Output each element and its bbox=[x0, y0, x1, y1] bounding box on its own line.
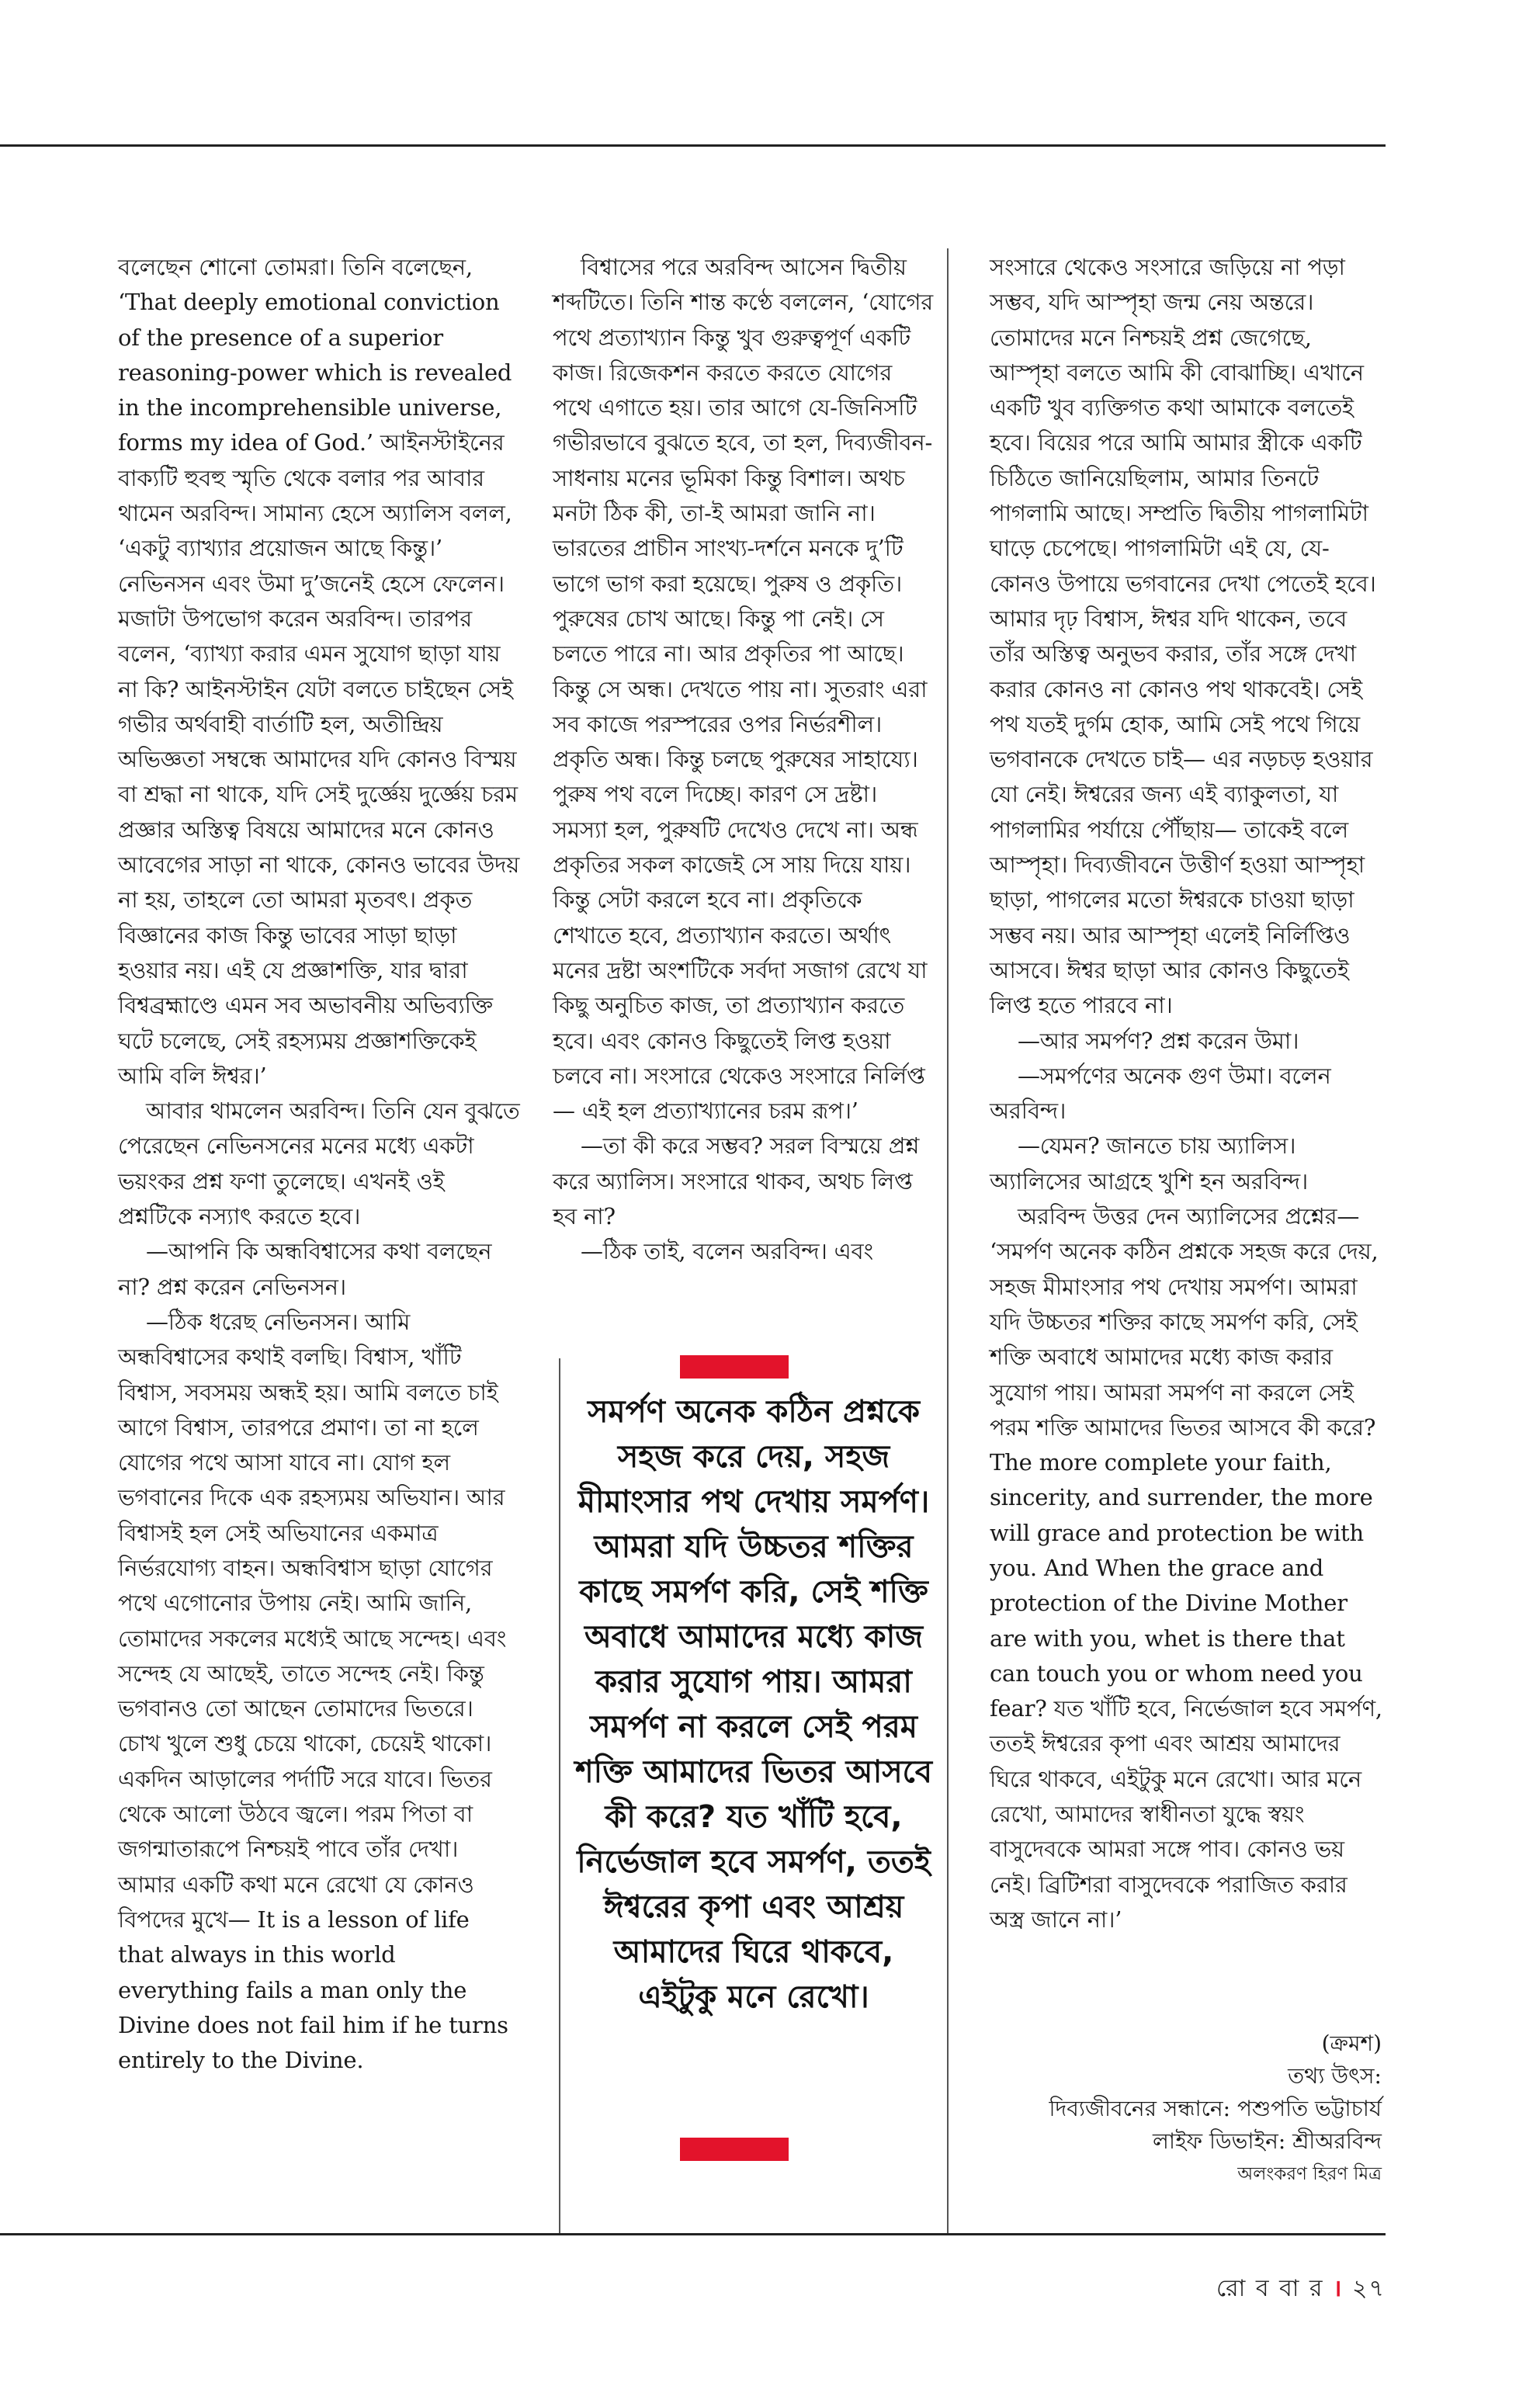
page-footer bbox=[1211, 2270, 1386, 2309]
paragraph: সংসারে থেকেও সংসারে জড়িয়ে না পড়া সম্ভব, যদি আস্পৃহা জন্ম নেয় অন্তরে। তোমাদের মনে নিশ্চয়ই প্রশ্ন জেগেছে, আস্পৃহা বলতে আমি কী বোঝাচ্ছি। এখানে একটি খুব ব্যক্তিগত কথা আমাকে বলতেই হবে। বিয়ের পরে আমি আমার স্ত্রীকে একটি চিঠিতে জানিয়েছিলাম, আমার তিনটে পাগলামি আছে। সম্প্রতি দ্বিতীয় পাগলামিটা ঘাড়ে চেপেছে। পাগলামিটা এই যে, যে-কোনও উপায়ে ভগবানের দেখা পেতেই হবে। আমার দৃঢ় বিশ্বাস, ঈশ্বর যদি থাকেন, তবে তাঁর অস্তিত্ব অনুভব করার, তাঁর সঙ্গে দেখা করার কোনও না কোনও পথ থাকবেই। সেই পথ যতই দুর্গম হোক, আমি সেই পথে গিয়ে ভগবানকে দেখতে চাই— এর নড়চড় হওয়ার যো নেই। ঈশ্বরের জন্য এই ব্যাকুলতা, যা পাগলামির পর্যায়ে পৌঁছায়— তাকেই বলে আস্পৃহা। দিব্যজীবনে উত্তীর্ণ হওয়া আস্পৃহা ছাড়া, পাগলের মতো ঈশ্বরকে চাওয়া ছাড়া সম্ভব নয়। আর আস্পৃহা এলেই নির্লিপ্তিও আসবে। ঈশ্বর ছাড়া আর কোনও কিছুতেই লিপ্ত হতে পারবে না। bbox=[990, 254, 1376, 1019]
footer-separator: । bbox=[1333, 2275, 1344, 2302]
continued-label: (ক্রমশ) bbox=[1321, 2031, 1382, 2056]
column-divider bbox=[559, 1358, 560, 2234]
paragraph: —আপনি কি অন্ধবিশ্বাসের কথা বলছেন না? প্রশ্ন করেন নেভিনসন। bbox=[118, 1238, 492, 1300]
pullquote-bottom-bar bbox=[680, 2138, 789, 2161]
source-entry: দিব্যজীবনের সন্ধানে: পশুপতি ভট্টাচার্য bbox=[1049, 2096, 1382, 2121]
illustration-credit: অলংকরণ হিরণ মিত্র bbox=[1237, 2164, 1382, 2184]
top-rule bbox=[0, 144, 1386, 147]
pullquote: সমর্পণ অনেক কঠিন প্রশ্নকে সহজ করে দেয়, সহজ মীমাংসার পথ দেখায় সমর্পণ। আমরা যদি উচ্চতর শক্তির কাছে সমর্পণ করি, সেই শক্তি অবাধে আমাদের মধ্যে কাজ করার সুযোগ পায়। আমরা সমর্পণ না করলে সেই পরম শক্তি আমাদের ভিতর আসবে কী করে? যত খাঁটি হবে, নির্ভেজাল হবে সমর্পণ, ততই ঈশ্বরের কৃপা এবং আশ্রয় আমাদের ঘিরে থাকবে, এইটুকু মনে রেখো। bbox=[575, 1394, 932, 2015]
credits bbox=[970, 2027, 1382, 2190]
bottom-rule bbox=[0, 2233, 1386, 2235]
paragraph: —সমর্পণের অনেক গুণ উমা। বলেন অরবিন্দ। bbox=[990, 1062, 1331, 1125]
paragraph: —আর সমর্পণ? প্রশ্ন করেন উমা। bbox=[1018, 1027, 1299, 1054]
source-label: তথ্য উৎস: bbox=[1288, 2063, 1382, 2089]
paragraph: —ঠিক তাই, বলেন অরবিন্দ। এবং bbox=[581, 1238, 873, 1265]
paragraph: বলেছেন শোনো তোমরা। তিনি বলেছেন, ‘That deeply emotional conviction of the presence of a superior reasoning-power which is revealed in the incomprehensible universe, forms my idea of God.’ আইনস্টাইনের বাক্যটি হুবহু স্মৃতি থেকে বলার পর আবার থামেন অরবিন্দ। সামান্য হেসে অ্যালিস বলল, ‘একটু ব্যাখ্যার প্রয়োজন আছে কিন্তু।’ নেভিনসন এবং উমা দু’জনেই হেসে ফেলেন। মজাটা উপভোগ করেন অরবিন্দ। তারপর বলেন, ‘ব্যাখ্যা করার এমন সুযোগ ছাড়া যায় না কি? আইনস্টাইন যেটা বলতে চাইছেন সেই গভীর অর্থবাহী বার্তাটি হল, অতীন্দ্রিয় অভিজ্ঞতা সম্বন্ধে আমাদের যদি কোনও বিস্ময় বা শ্রদ্ধা না থাকে, যদি সেই দুর্জ্ঞেয় দুর্জ্ঞেয় চরম প্রজ্ঞার অস্তিত্ব বিষয়ে আমাদের মনে কোনও আবেগের সাড়া না থাকে, কোনও ভাবের উদয় না হয়, তাহলে তো আমরা মৃতবৎ। প্রকৃত বিজ্ঞানের কাজ কিন্তু ভাবের সাড়া ছাড়া হওয়ার নয়। এই যে প্রজ্ঞাশক্তি, যার দ্বারা বিশ্বব্রহ্মাণ্ডে এমন সব অভাবনীয় অভিব্যক্তি ঘটে চলেছে, সেই রহস্যময় প্রজ্ঞাশক্তিকেই আমি বলি ঈশ্বর।’ bbox=[118, 254, 520, 1089]
paragraph: বিশ্বাসের পরে অরবিন্দ আসেন দ্বিতীয় শব্দটিতে। তিনি শান্ত কণ্ঠে বললেন, ‘যোগের পথে প্রত্যাখ্যান কিন্তু খুব গুরুত্বপূর্ণ একটি কাজ। রিজেকশন করতে করতে যোগের পথে এগাতে হয়। তার আগে যে-জিনিসটি গভীরভাবে বুঝতে হবে, তা হল, দিব্যজীবন-সাধনায় মনের ভূমিকা কিন্তু বিশাল। অথচ মনটা ঠিক কী, তা-ই আমরা জানি না। ভারতের প্রাচীন সাংখ্য-দর্শনে মনকে দু’টি ভাগে ভাগ করা হয়েছে। পুরুষ ও প্রকৃতি। পুরুষের চোখ আছে। কিন্তু পা নেই। সে চলতে পারে না। আর প্রকৃতির পা আছে। কিন্তু সে অন্ধ। দেখতে পায় না। সুতরাং এরা সব কাজে পরস্পরের ওপর নির্ভরশীল। প্রকৃতি অন্ধ। কিন্তু চলছে পুরুষের সাহায্যে। পুরুষ পথ বলে দিচ্ছে। কারণ সে দ্রষ্টা। সমস্যা হল, পুরুষটি দেখেও দেখে না। অন্ধ প্রকৃতির সকল কাজেই সে সায় দিয়ে যায়। কিন্তু সেটা করলে হবে না। প্রকৃতিকে শেখাতে হবে, প্রত্যাখ্যান করতে। অর্থাৎ মনের দ্রষ্টা অংশটিকে সর্বদা সজাগ রেখে যা কিছু অনুচিত কাজ, তা প্রত্যাখ্যান করতে হবে। এবং কোনও কিছুতেই লিপ্ত হওয়া চলবে না। সংসারে থেকেও সংসারে নির্লিপ্ত— এই হল প্রত্যাখ্যানের চরম রূপ।’ bbox=[553, 254, 934, 1125]
article-column-3 bbox=[990, 250, 1386, 1937]
article-column-2 bbox=[553, 250, 937, 1270]
paragraph: —যেমন? জানতে চায় অ্যালিস। অ্যালিসের আগ্রহে খুশি হন অরবিন্দ। bbox=[990, 1132, 1309, 1195]
paragraph: আবার থামলেন অরবিন্দ। তিনি যেন বুঝতে পেরেছেন নেভিনসনের মনের মধ্যে একটা ভয়ংকর প্রশ্ন ফণা তুলেছে। এখনই ওই প্রশ্নটিকে নস্যাৎ করতে হবে। bbox=[118, 1098, 520, 1230]
magazine-name: রো ব বা র bbox=[1216, 2275, 1324, 2302]
source-entry: লাইফ ডিভাইন: শ্রীঅরবিন্দ bbox=[1153, 2128, 1382, 2154]
pullquote-top-bar bbox=[680, 1355, 789, 1379]
paragraph: অরবিন্দ উত্তর দেন অ্যালিসের প্রশ্নের— ‘সমর্পণ অনেক কঠিন প্রশ্নকে সহজ করে দেয়, সহজ মীমাংসার পথ দেখায় সমর্পণ। আমরা যদি উচ্চতর শক্তির কাছে সমর্পণ করি, সেই শক্তি অবাধে আমাদের মধ্যে কাজ করার সুযোগ পায়। আমরা সমর্পণ না করলে সেই পরম শক্তি আমাদের ভিতর আসবে কী করে? The more complete your faith, sincerity, and surrender, the more will grace and protection be with you. And When the grace and protection of the Divine Mother are with you, whet is there that can touch you or whom need you fear? যত খাঁটি হবে, নির্ভেজাল হবে সমর্পণ, ততই ঈশ্বরের কৃপা এবং আশ্রয় আমাদের ঘিরে থাকবে, এইটুকু মনে রেখো। আর মনে রেখো, আমাদের স্বাধীনতা যুদ্ধে স্বয়ং বাসুদেবকে আমরা সঙ্গে পাব। কোনও ভয় নেই। ব্রিটিশরা বাসুদেবকে পরাজিত করার অস্ত্র জানে না।’ bbox=[990, 1203, 1382, 1933]
column-divider bbox=[947, 248, 949, 2234]
page-number: ২৭ bbox=[1351, 2275, 1386, 2302]
paragraph: —ঠিক ধরেছ নেভিনসন। আমি অন্ধবিশ্বাসের কথাই বলছি। বিশ্বাস, খাঁটি বিশ্বাস, সবসময় অন্ধই হয়। আমি বলতে চাই আগে বিশ্বাস, তারপরে প্রমাণ। তা না হলে যোগের পথে আসা যাবে না। যোগ হল ভগবানের দিকে এক রহস্যময় অভিযান। আর বিশ্বাসই হল সেই অভিযানের একমাত্র নির্ভরযোগ্য বাহন। অন্ধবিশ্বাস ছাড়া যোগের পথে এগোনোর উপায় নেই। আমি জানি, তোমাদের সকলের মধ্যেই আছে সন্দেহ। এবং সন্দেহ যে আছেই, তাতে সন্দেহ নেই। কিন্তু ভগবানও তো আছেন তোমাদের ভিতরে। চোখ খুলে শুধু চেয়ে থাকো, চেয়েই থাকো। একদিন আড়ালের পর্দাটি সরে যাবে। ভিতর থেকে আলো উঠবে জ্বলে। পরম পিতা বা জগন্মাতারূপে নিশ্চয়ই পাবে তাঁর দেখা। আমার একটি কথা মনে রেখো যে কোনও বিপদের মুখে— It is a lesson of life that always in this world everything fails a man only the Divine does not fail him if he turns entirely to the Divine. bbox=[118, 1308, 508, 2074]
paragraph: —তা কী করে সম্ভব? সরল বিস্ময়ে প্রশ্ন করে অ্যালিস। সংসারে থাকব, অথচ লিপ্ত হব না? bbox=[553, 1132, 920, 1230]
article-column-1 bbox=[118, 250, 522, 2078]
